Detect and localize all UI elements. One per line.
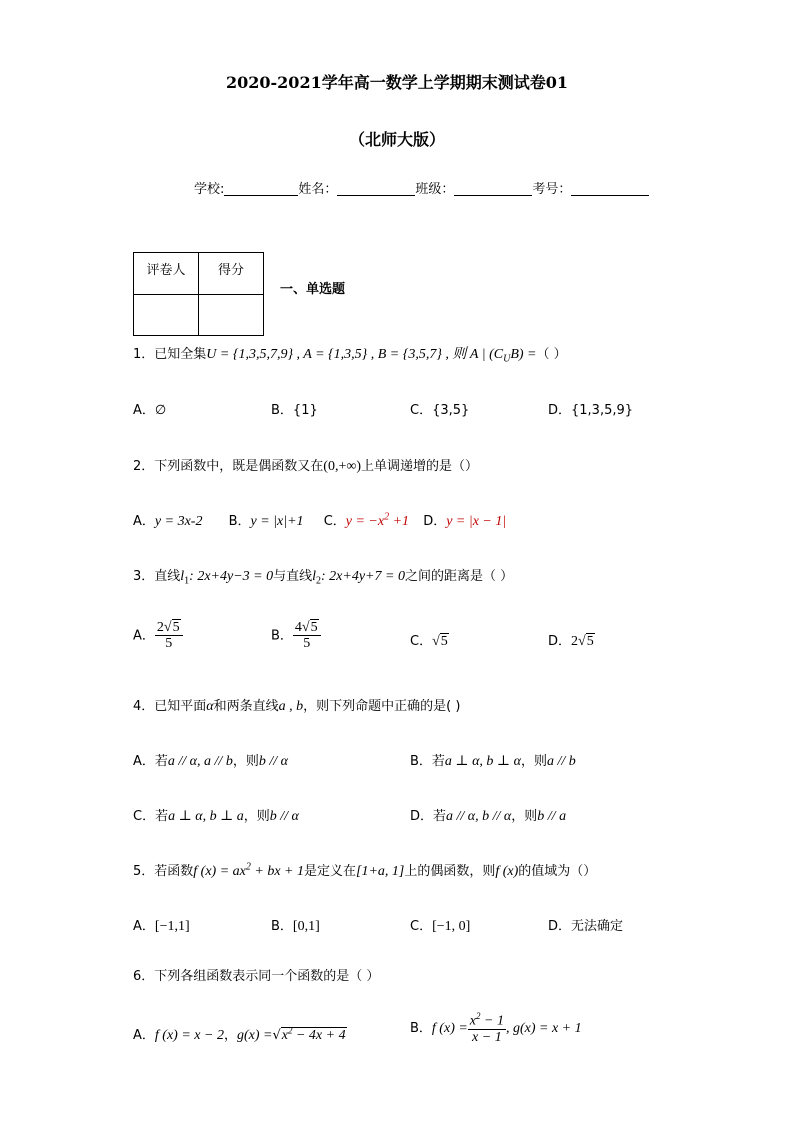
- class-blank[interactable]: [454, 181, 532, 196]
- q5-mid2: 上的偶函数，则: [404, 864, 496, 879]
- q4-a-res: b // α: [258, 754, 288, 769]
- q4-d-math: a // α, b // α: [446, 809, 512, 824]
- q3-a-fraction: [155, 620, 183, 652]
- q5-fx: f (x): [495, 864, 519, 879]
- q4-suffix: ，则下列命题中正确的是( ): [303, 699, 461, 714]
- q6-a-rad-post: − 4x + 4: [292, 1028, 346, 1043]
- q1-option-b[interactable]: B．{1}: [271, 403, 318, 418]
- q2-interval: (0,+∞): [323, 459, 361, 474]
- q4-option-b[interactable]: [410, 750, 576, 770]
- q3-c-label: C．: [410, 634, 433, 649]
- q6-b-num-post: − 1: [480, 1013, 504, 1029]
- q3-d-label: D．: [548, 634, 572, 649]
- q4-a-pre: A．若: [133, 754, 168, 769]
- q1-option-c[interactable]: C．{3,5}: [410, 403, 470, 418]
- q1-math-sub: U: [503, 353, 511, 365]
- q4-prefix: 4．已知平面: [133, 699, 207, 714]
- q6-b-fraction: [468, 1012, 506, 1045]
- reviewer-header: 评卷人: [134, 253, 199, 295]
- q5-a-label: A．: [133, 919, 155, 934]
- q3-a-numerator: [155, 620, 183, 636]
- q3-b-denominator: 5: [303, 636, 311, 652]
- q4-b-math: a ⊥ α, b ⊥ α: [444, 754, 521, 769]
- q2-option-b[interactable]: [229, 514, 304, 529]
- q3-a-label: A．: [133, 628, 155, 644]
- sqrt-icon: √: [272, 1028, 281, 1043]
- q3-b-coef: 4: [294, 620, 302, 635]
- q3-b-radicand: 5: [310, 620, 318, 635]
- q5-f-pre: f (x) = ax: [193, 864, 246, 879]
- q3-prefix: 3．直线: [133, 569, 181, 584]
- q5-c-math: [−1, 0]: [432, 919, 471, 934]
- q2-b-label: B．: [228, 514, 251, 529]
- q6-b-f: f (x) =: [431, 1021, 468, 1037]
- question-3: [133, 565, 513, 587]
- q2-c-sup: 2: [384, 511, 390, 523]
- q4-a-math: a // α, a // b: [167, 754, 233, 769]
- q5-b-label: B．: [271, 919, 293, 934]
- name-label: 姓名：: [298, 182, 338, 197]
- page-title: 2020-2021学年高一数学上学期期末测试卷01: [226, 73, 568, 92]
- q6-a-label: A．: [133, 1028, 155, 1043]
- q2-c-post: +1: [389, 514, 410, 529]
- q3-option-d[interactable]: [548, 630, 595, 650]
- q3-a-radicand: 5: [172, 620, 180, 635]
- q6-a-radicand: [281, 1027, 347, 1043]
- q3-d-coef: 2: [571, 634, 579, 649]
- q5-interval: [1+a, 1]: [356, 864, 405, 879]
- q3-d-radicand: 5: [586, 634, 594, 649]
- q4-d-pre: D．若: [410, 809, 447, 824]
- q3-suffix: 之间的距离是（ ）: [404, 569, 514, 584]
- q4-b-res: a // b: [546, 754, 576, 769]
- q5-mid: 是定义在: [303, 864, 356, 879]
- question-6: 6．下列各组函数表示同一个函数的是（ ）: [133, 969, 380, 984]
- q6-b-num-sup: 2: [476, 1011, 481, 1021]
- q3-mid: 与直线: [273, 569, 313, 584]
- q4-c-pre: C．若: [133, 809, 169, 824]
- q4-mid: 和两条直线: [213, 699, 279, 714]
- question-1: [133, 343, 567, 365]
- q3-option-b[interactable]: [271, 620, 321, 652]
- sqrt-icon: √: [163, 620, 172, 635]
- q4-alpha: α: [206, 699, 214, 714]
- school-blank[interactable]: [224, 181, 298, 196]
- q4-c-math: a ⊥ α, b ⊥ a: [168, 809, 244, 824]
- q2-d-label: D．: [423, 514, 447, 529]
- q3-a-coef: 2: [156, 620, 164, 635]
- sqrt-icon: √: [432, 634, 440, 649]
- q3-c-math: [432, 633, 449, 649]
- q3-b-numerator: [293, 620, 321, 636]
- q2-d-math: y = |x − 1|: [446, 514, 507, 529]
- q5-option-a[interactable]: [133, 915, 190, 935]
- class-label: 班级：: [415, 182, 455, 197]
- q2-suffix: 上单调递增的是（）: [360, 459, 478, 474]
- q5-a-math: [−1,1]: [154, 919, 190, 934]
- q1-paren: （ ）: [536, 347, 567, 362]
- school-label: 学校:: [194, 182, 225, 197]
- sqrt-icon: √: [578, 634, 586, 649]
- reviewer-cell[interactable]: [134, 295, 199, 336]
- q3-d-math: [571, 633, 595, 649]
- name-blank[interactable]: [337, 181, 415, 196]
- q5-option-c[interactable]: [410, 915, 470, 935]
- question-5: [133, 860, 596, 880]
- q6-a-rad-sup: 2: [287, 1025, 293, 1036]
- q2-a-math: y = 3x-2: [154, 514, 203, 529]
- q6-a-g: g(x) =: [236, 1028, 273, 1043]
- q6-b-g: , g(x) = x + 1: [505, 1021, 582, 1037]
- q5-f-post: + bx + 1: [250, 864, 304, 879]
- q1-math: U = {1,3,5,7,9} , A = {1,3,5} , B = {3,5,7} , 则 A | (C: [206, 347, 504, 362]
- q6-b-denominator: x − 1: [472, 1030, 502, 1046]
- q4-c-mid: ，则: [243, 809, 270, 824]
- q2-b-math: y = |x|+1: [250, 514, 304, 529]
- q5-option-b[interactable]: [271, 915, 320, 935]
- q2-c-label: C．: [323, 514, 346, 529]
- q1-option-d[interactable]: D．{1,3,5,9}: [548, 403, 634, 418]
- q2-prefix: 2．下列函数中，既是偶函数又在: [133, 459, 324, 474]
- q4-d-res: b // a: [537, 809, 567, 824]
- q2-a-label: A．: [133, 514, 155, 529]
- q5-f-sup: 2: [245, 861, 251, 873]
- q3-a-denominator: 5: [165, 636, 173, 652]
- q6-b-label: B．: [410, 1021, 432, 1037]
- score-table: [133, 252, 264, 336]
- q2-option-a[interactable]: [133, 514, 202, 529]
- q6-option-b[interactable]: [410, 1012, 582, 1045]
- q3-eq1: : 2x+4y−3 = 0: [189, 569, 274, 584]
- q6-a-rad-pre: x: [281, 1028, 288, 1043]
- q3-l2: l: [312, 569, 317, 584]
- q6-a-sep: ，: [223, 1028, 237, 1043]
- q2-c-math: [345, 511, 410, 529]
- q5-c-label: C．: [410, 919, 433, 934]
- q1-prefix: 1．已知全集: [133, 347, 207, 362]
- page-subtitle: （北师大版）: [348, 130, 445, 149]
- q3-l1: l: [180, 569, 185, 584]
- q1-math-end: B) =: [510, 347, 537, 362]
- q5-option-d[interactable]: D．无法确定: [548, 919, 624, 934]
- q3-l1-sub: 1: [184, 575, 190, 587]
- q3-b-fraction: [293, 620, 321, 652]
- score-cell[interactable]: [199, 295, 264, 336]
- question-4: [133, 695, 460, 715]
- q2-option-c[interactable]: [323, 511, 410, 529]
- q3-option-a[interactable]: [133, 620, 183, 652]
- score-header: 得分: [199, 253, 264, 295]
- q2-c-pre: y = −x: [345, 514, 385, 529]
- q3-eq2: : 2x+4y+7 = 0: [321, 569, 405, 584]
- q4-a-mid: ，则: [232, 754, 259, 769]
- q6-a-f: f (x) = x − 2: [154, 1028, 224, 1043]
- q2-options-row: [133, 510, 506, 530]
- q3-c-radicand: 5: [440, 634, 448, 649]
- q4-b-pre: B．若: [410, 754, 445, 769]
- q5-b-math: [0,1]: [292, 919, 320, 934]
- exam-no-label: 考号：: [532, 182, 572, 197]
- q3-l2-sub: 2: [316, 575, 322, 587]
- question-2: [133, 455, 478, 475]
- q1-option-a[interactable]: A．∅: [133, 403, 167, 418]
- section-title: 一、单选题: [280, 282, 346, 297]
- student-info-line: [194, 178, 649, 197]
- q4-d-mid: ，则: [511, 809, 538, 824]
- q4-c-res: b // α: [269, 809, 299, 824]
- q6-b-numerator: [468, 1012, 506, 1030]
- q4-option-c[interactable]: [133, 805, 299, 825]
- q4-option-d[interactable]: [410, 805, 566, 825]
- q6-b-num-pre: x: [469, 1013, 477, 1029]
- q4-option-a[interactable]: [133, 750, 288, 770]
- q4-b-mid: ，则: [520, 754, 547, 769]
- q6-option-a[interactable]: [133, 1024, 347, 1044]
- q3-option-c[interactable]: [410, 630, 449, 650]
- q5-suffix: 的值域为（）: [518, 864, 597, 879]
- q3-b-label: B．: [271, 628, 293, 644]
- q5-prefix: 5．若函数: [133, 864, 194, 879]
- q4-ab: a , b: [278, 699, 304, 714]
- exam-no-blank[interactable]: [571, 181, 649, 196]
- sqrt-icon: √: [301, 620, 310, 635]
- q2-option-d[interactable]: [423, 514, 506, 529]
